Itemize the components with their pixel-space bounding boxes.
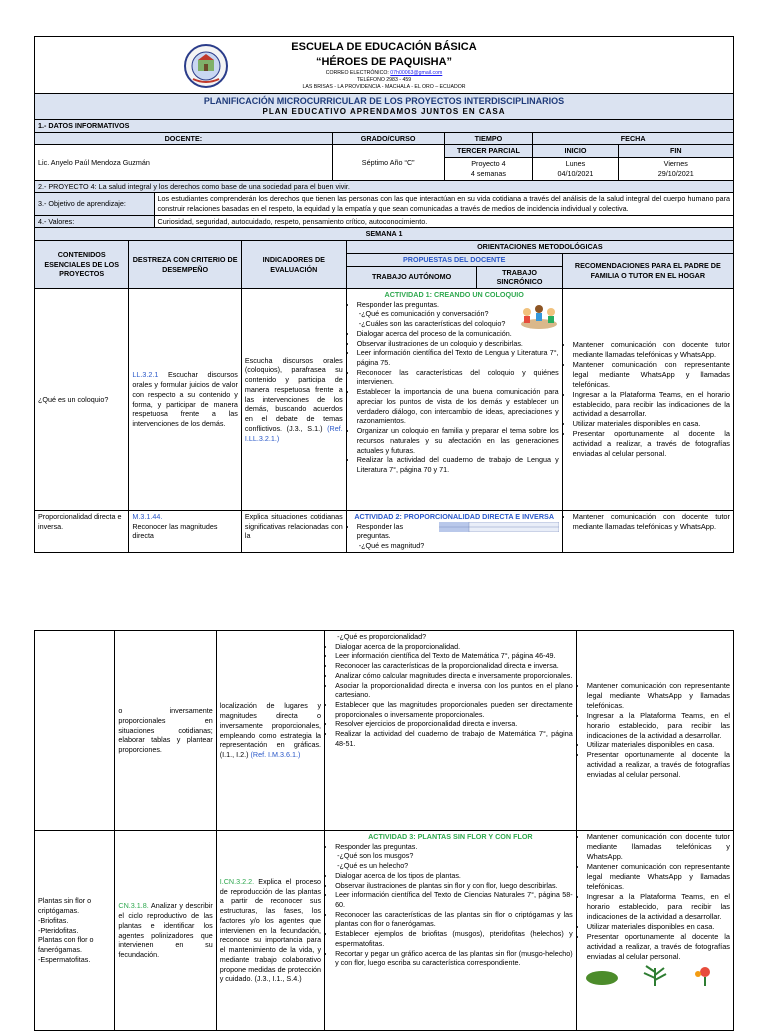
list-item: • Mantener comunicación con representante legal mediante WhatsApp y llamadas telefónicas. <box>587 862 730 892</box>
list-item: • Leer información científica del Texto de Matemática 7°, página 46-49. <box>335 651 573 661</box>
main-title: PLANIFICACIÓN MICROCURRICULAR DE LOS PROYECTOS INTERDISCIPLINARIOS <box>203 96 565 106</box>
col-contenidos: CONTENIDOS ESENCIALES DE LOS PROYECTOS <box>35 241 129 289</box>
list-item: • Establecer que las magnitudes proporcionales pueden ser directamente proporcionales o inversamente proporcionales. <box>335 700 573 719</box>
act1-recomendaciones <box>562 289 733 511</box>
inicio-header: INICIO <box>533 145 618 158</box>
col-propuestas: PROPUESTAS DEL DOCENTE <box>346 253 562 266</box>
act2-title: ACTIVIDAD 2: PROPORCIONALIDAD DIRECTA E INVERSA <box>354 512 555 521</box>
list-item: • Presentar oportunamente al docente la actividad a realizar, a través de fotografías enviadas al celular personal. <box>587 750 730 780</box>
fin-header: FIN <box>618 145 733 158</box>
act2-propuestas <box>346 511 562 553</box>
act3-destreza: CN.3.1.8. Analizar y describir el ciclo reproductivo de las plantas e identificar los agentes polinizadores que intervienen en su fecundación. <box>115 831 216 1031</box>
list-item: • Mantener comunicación con representante legal mediante WhatsApp y llamadas telefónicas. <box>573 360 730 390</box>
list-item: • Utilizar materiales disponibles en casa. <box>587 740 730 750</box>
plants-illustration-icon <box>580 962 730 986</box>
valores-label: 4.- Valores: <box>35 215 155 228</box>
list-item: • Organizar un coloquio en familia y preparar el tema sobre los recursos naturales y su afectación en las generaciones actuales y futuras. <box>357 426 559 455</box>
list-item: • Presentar oportunamente al docente la actividad a realizar, a través de fotografías enviadas al celular personal. <box>587 932 730 962</box>
list-item: • Observar ilustraciones de plantas sin flor y con flor, luego describirlas. <box>335 881 573 891</box>
parcial-label: TERCER PARCIAL <box>444 145 533 158</box>
proyecto-row: 2.- PROYECTO 4: La salud integral y los derechos como base de una sociedad para el buen vivir. <box>35 180 734 193</box>
list-item: • Dialogar acerca de la proporcionalidad. <box>335 642 573 652</box>
list-item: • Realizar la actividad del cuaderno de trabajo de Matemática 7°, página 48-51. <box>335 729 573 748</box>
sub-title: PLAN EDUCATIVO APRENDAMOS JUNTOS EN CASA <box>262 107 506 117</box>
list-item: -¿Qué son los musgos? <box>337 851 414 861</box>
list-item: • Mantener comunicación con representante legal mediante WhatsApp y llamadas telefónicas. <box>587 681 730 711</box>
list-item: • Utilizar materiales disponibles en casa. <box>587 922 730 932</box>
list-item: • Establecer la importancia de una buena comunicación para apreciar los puntos de vista de los demás y establecer un verdadero diálogo, con intercambio de ideas, apreciaciones y razonamientos. <box>357 387 559 426</box>
list-item: • Responder las preguntas. <box>357 300 559 310</box>
list-item: • Leer información científica del Texto de Lengua y Literatura 7°, página 75. <box>357 348 559 367</box>
objetivo-text: Los estudiantes comprenderán los derechos que tienen las personas con las que interactúan en su vida cotidiana a través del análisis de la salud integral del cuerpo humano para construir relaciones basadas en el respeto, la equidad y la empatía y que sean comunicadas a través de medios de incidencia individual y colectiva. <box>154 193 733 215</box>
list-item: • Recortar y pegar un gráfico acerca de las plantas sin flor (musgo-helecho) y con flor, luego escriba su característica correspondiente. <box>335 949 573 968</box>
list-item: • Analizar cómo calcular magnitudes directa e inversamente proporcionales. <box>335 671 573 681</box>
list-item: • Mantener comunicación con docente tutor mediante llamadas telefónicas y WhatsApp. <box>587 832 730 862</box>
docente-header: DOCENTE: <box>35 132 333 145</box>
valores-text: Curiosidad, seguridad, autocuidado, respeto, pensamiento crítico, autoconocimiento. <box>154 215 733 228</box>
list-item: • Establecer ejemplos de briofitas (musgos), pteridofitas (helechos) y espermatofitas. <box>335 929 573 948</box>
planning-table-page-1 <box>34 36 734 553</box>
school-logo-icon <box>183 43 229 89</box>
list-item: • Leer información científica del Texto de Ciencias Naturales 7°, página 58-60. <box>335 890 573 909</box>
act2-indicador: Explica situaciones cotidianas significativas relacionadas con la <box>241 511 346 553</box>
list-item: • Mantener comunicación con docente tutor mediante llamadas telefónicas y WhatsApp. <box>573 512 730 532</box>
act1-destreza: LL.3.2.1 Escuchar discursos orales y formular juicios de valor con respecto a su contenido y forma, y participar de manera respetuosa frente a las intervenciones de los demás. <box>129 289 242 511</box>
school-address: LAS BRISAS - LA PROVIDENCIA - MACHALA - EL ORO – ECUADOR <box>302 84 466 91</box>
proportion-mini-table <box>439 522 559 532</box>
act2-recomendaciones <box>562 511 733 553</box>
school-type: ESCUELA DE EDUCACIÓN BÁSICA <box>291 41 477 54</box>
act2b-contenido <box>35 631 115 831</box>
fin-value: Viernes 29/10/2021 <box>618 158 733 180</box>
list-item: • Reconocer las características de las plantas sin flor o criptógamas y las plantas con flor o fanerógamas. <box>335 910 573 929</box>
act3-indicador: I.CN.3.2.2. Explica el proceso de reproducción de las plantas a partir de reconocer sus estructuras, las fases, los factores y/o los agentes que intervienen en la fecundación, reconoce su importancia para el mantenimiento de la vida, y mediante trabajo colaborativo propone medidas de protección y cuidado. (J.3., I.1., S.4.) <box>216 831 324 1031</box>
list-item: -¿Qué es proporcionalidad? <box>337 632 427 641</box>
col-destreza: DESTREZA CON CRITERIO DE DESEMPEÑO <box>129 241 242 289</box>
list-item: • Realizar la actividad del cuaderno de trabajo de Lengua y Literatura 7°, página 70 y 71. <box>357 455 559 474</box>
school-name: “HÉROES DE PAQUISHA” <box>315 56 453 69</box>
list-item: • Presentar oportunamente al docente la actividad a realizar, a través de fotografías enviadas al celular personal. <box>573 429 730 459</box>
list-item: -¿Cuáles son las características del coloquio? <box>358 319 506 329</box>
act3-contenido: Plantas sin flor o criptógamas. -Briofitas. -Pteridofitas. Plantas con flor o fanerógamas. -Espermatofitas. <box>35 831 115 1031</box>
act2-contenido: Proporcionalidad directa e inversa. <box>35 511 129 553</box>
list-item: • Responder las preguntas. <box>335 842 573 852</box>
semana-row: SEMANA 1 <box>35 228 734 241</box>
grado-header: GRADO/CURSO <box>332 132 444 145</box>
list-item: -¿Qué es un helecho? <box>337 861 409 871</box>
school-header <box>35 37 734 94</box>
school-phone: TELÉFONO 2983 - 459 <box>356 77 412 84</box>
act2b-recomendaciones <box>576 631 733 831</box>
list-item: • Mantener comunicación con docente tutor mediante llamadas telefónicas y WhatsApp. <box>573 340 730 360</box>
list-item: • Asociar la proporcionalidad directa e inversa con los puntos en el plano cartesiano. <box>335 681 573 700</box>
act1-indicador: Escucha discursos orales (coloquios), parafrasea su contenido y participa de manera respetuosa frente a las intervenciones de los demás, buscando acuerdos en el debate de temas conflictivos. (J.3., S.1.) (Ref. I.LL.3.2.1.) <box>241 289 346 511</box>
col-orientaciones: ORIENTACIONES METODOLÓGICAS <box>346 241 733 254</box>
planning-table-page-2 <box>34 630 734 1031</box>
act2b-indicador: localización de lugares y magnitudes directa o inversamente proporcionales, empleando como estrategia la representación en gráficas. (I.1., I.2.) (Ref. I.M.3.6.1.) <box>216 631 324 831</box>
inicio-value: Lunes 04/10/2021 <box>533 158 618 180</box>
col-autonomo: TRABAJO AUTÓNOMO <box>346 266 477 288</box>
act1-title: ACTIVIDAD 1: CREANDO UN COLOQUIO <box>384 290 524 299</box>
grado-value: Séptimo Año “C” <box>332 145 444 180</box>
col-recomendaciones: RECOMENDACIONES PARA EL PADRE DE FAMILIA O TUTOR EN EL HOGAR <box>562 253 733 288</box>
list-item: • Observar ilustraciones de un coloquio y describirlas. <box>357 339 559 349</box>
document-page-2 <box>34 630 734 1031</box>
act3-propuestas <box>325 831 577 1031</box>
objetivo-label: 3.- Objetivo de aprendizaje: <box>35 193 155 215</box>
list-item: • Resolver ejercicios de proporcionalidad directa e inversa. <box>335 719 573 729</box>
col-sincronico: TRABAJO SINCRÓNICO <box>477 266 562 288</box>
list-item: • Responder las preguntas. <box>357 522 559 541</box>
act2b-destreza: o inversamente proporcionales en situaciones cotidianas; elaborar tablas y plantear proporciones. <box>115 631 216 831</box>
act2b-propuestas <box>325 631 577 831</box>
act3-recomendaciones <box>576 831 733 1031</box>
school-email-line: CORREO ELECTRÓNICO: 07h00063@gmail.com <box>325 69 443 76</box>
list-item: • Ingresar a la Plataforma Teams, en el horario establecido, para recibir las indicaciones de la actividad a desarrollar. <box>587 892 730 922</box>
section-datos: 1.- DATOS INFORMATIVOS <box>35 119 734 132</box>
list-item: • Reconocer las características del coloquio y quiénes intervienen. <box>357 368 559 387</box>
list-item: • Utilizar materiales disponibles en casa. <box>573 419 730 429</box>
act2-destreza: M.3.1.44. Reconocer las magnitudes directa <box>129 511 242 553</box>
docente-name: Lic. Anyelo Paúl Mendoza Guzmán <box>35 145 333 180</box>
col-indicadores: INDICADORES DE EVALUACIÓN <box>241 241 346 289</box>
list-item: • Dialogar acerca de los tipos de plantas. <box>335 871 573 881</box>
list-item: -¿Qué es comunicación y conversación? <box>358 309 489 319</box>
document-page-1 <box>34 36 734 553</box>
list-item: • Ingresar a la Plataforma Teams, en el horario establecido, para recibir las indicaciones de la actividad a desarrollar. <box>573 390 730 420</box>
title-band <box>35 94 734 120</box>
fecha-header: FECHA <box>533 132 734 145</box>
list-item: • Ingresar a la Plataforma Teams, en el horario establecido, para recibir las indicaciones de la actividad a desarrollar. <box>587 711 730 741</box>
tiempo-value: Proyecto 4 4 semanas <box>444 158 533 180</box>
act3-title: ACTIVIDAD 3: PLANTAS SIN FLOR Y CON FLOR <box>368 832 533 841</box>
act1-contenido: ¿Qué es un coloquio? <box>35 289 129 511</box>
children-talking-icon <box>519 300 559 330</box>
list-item: • Reconocer las características de la proporcionalidad directa e inversa. <box>335 661 573 671</box>
list-item: • Dialogar acerca del proceso de la comunicación. <box>357 329 559 339</box>
list-item: -¿Qué es magnitud? <box>358 541 425 551</box>
act1-propuestas <box>346 289 562 511</box>
tiempo-header: TIEMPO <box>444 132 533 145</box>
school-email-link[interactable]: 07h00063@gmail.com <box>390 69 443 76</box>
